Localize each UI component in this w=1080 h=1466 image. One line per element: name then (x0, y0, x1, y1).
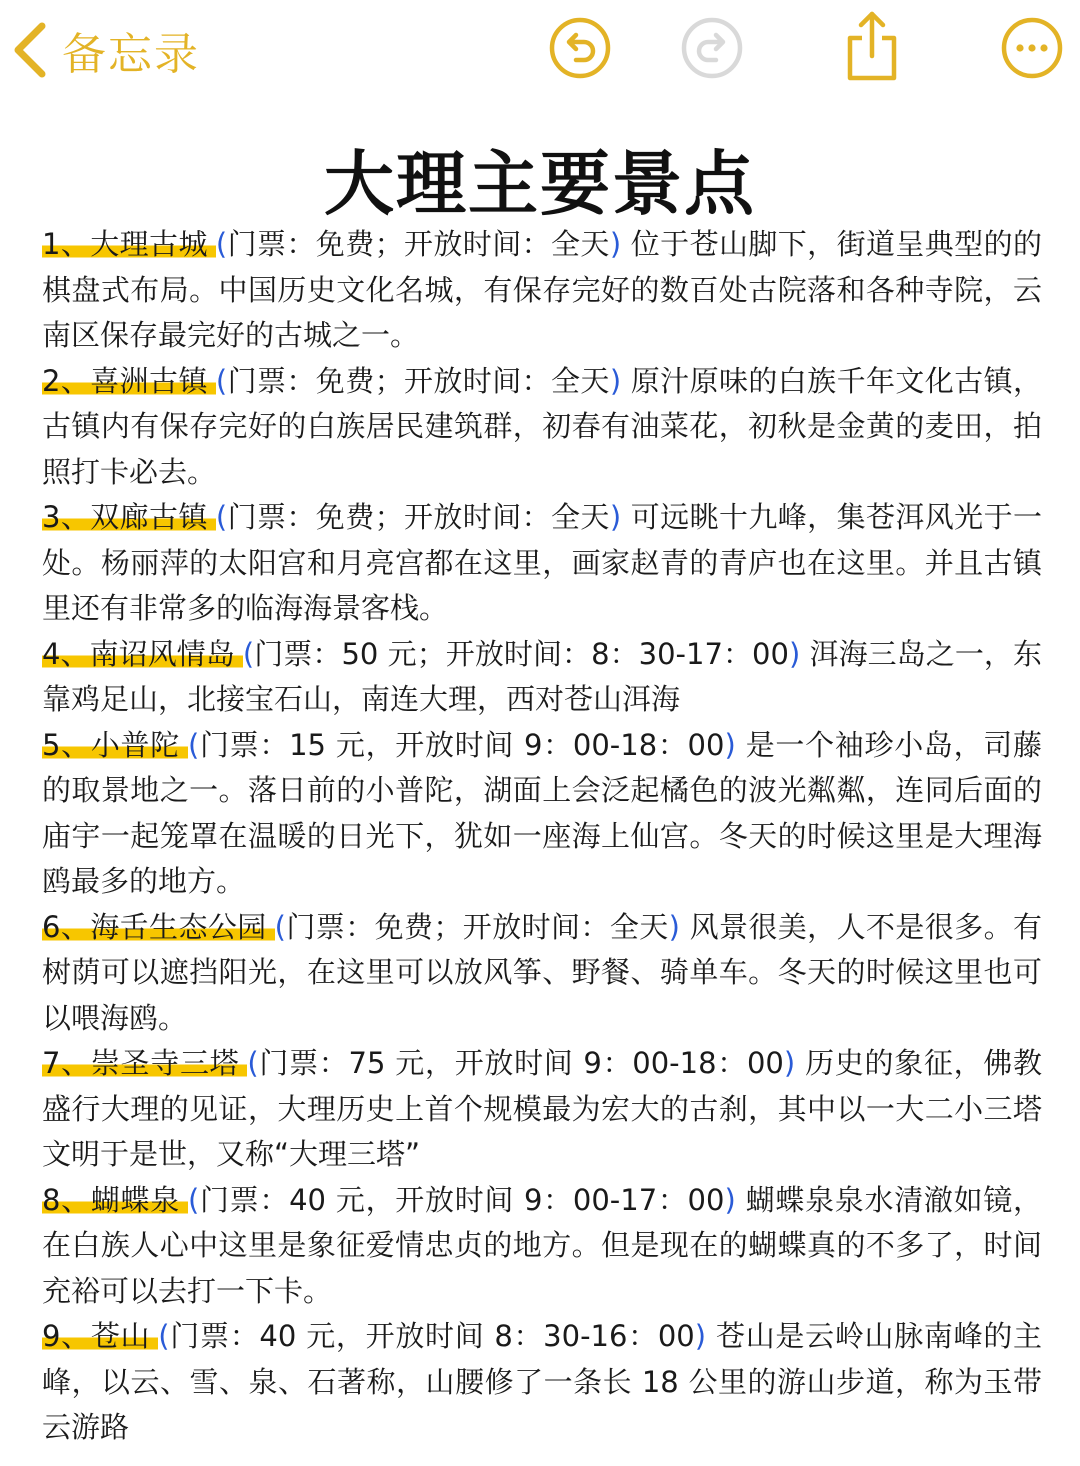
ticket-hours-info: 门票：40 元，开放时间 8：30-16：00 (169, 1319, 695, 1353)
ticket-hours-info: 门票：免费；开放时间：全天 (227, 227, 610, 261)
info-close-paren: ) (783, 1046, 796, 1080)
info-open-paren: ( (215, 500, 228, 534)
info-open-paren: ( (187, 727, 200, 762)
attraction-description: 蝴蝶泉泉水清澈如镜，在白族人心中这里是象征爱情忠贞的地方。但是现在的蝴蝶真的不多了，时间充裕可以去打一下卡。 (42, 1182, 1043, 1308)
attraction-description: 苍山是云岭山脉南峰的主峰，以云、雪、泉、石著称，山腰修了一条长 18 公里的游山步道，称为玉带云游路 (42, 1319, 1043, 1444)
info-open-paren: ( (274, 909, 286, 944)
info-open-paren: ( (242, 636, 255, 671)
attraction-name: 5、小普陀 (42, 728, 188, 762)
info-close-paren: ) (724, 1182, 736, 1217)
redo-button[interactable] (680, 16, 744, 80)
attraction-description: 原汁原味的白族千年文化古镇，古镇内有保存完好的白族居民建筑群，初春有油菜花，初秋是金黄的麦田，拍照打卡必去。 (42, 363, 1042, 489)
back-label: 备忘录 (62, 29, 200, 80)
share-button[interactable] (840, 8, 904, 84)
ticket-hours-info: 门票：75 元，开放时间 9：00-18：00 (258, 1046, 784, 1080)
attraction-name: 9、苍山 (42, 1319, 158, 1353)
share-icon (840, 8, 904, 84)
ticket-hours-info: 门票：15 元，开放时间 9：00-18：00 (199, 727, 725, 762)
attraction-name: 8、蝴蝶泉 (42, 1183, 188, 1217)
ticket-hours-info: 门票：免费；开放时间：全天 (227, 500, 610, 534)
attraction-entry (42, 723, 1042, 905)
attraction-description: 是一个袖珍小岛，司藤的取景地之一。落日前的小普陀，湖面上会泛起橘色的波光粼粼，连同后面的庙宇一起笼罩在温暖的日光下，犹如一座海上仙宫。冬天的时候这里是大理海鸥最多的地方。 (42, 727, 1043, 898)
attraction-entry (42, 1314, 1042, 1451)
info-open-paren: ( (247, 1046, 259, 1080)
attraction-name: 1、大理古城 (42, 227, 216, 261)
ticket-hours-info: 门票：免费；开放时间：全天 (286, 909, 669, 944)
back-button[interactable] (10, 14, 200, 86)
info-close-paren: ) (694, 1319, 707, 1353)
note-title: 大理主要景点 (324, 143, 756, 225)
attraction-entry (42, 359, 1042, 496)
attraction-description: 可远眺十九峰，集苍洱风光于一处。杨丽萍的太阳宫和月亮宫都在这里，画家赵青的青庐也在这里。并且古镇里还有非常多的临海海景客栈。 (42, 500, 1042, 625)
redo-icon (680, 16, 744, 80)
info-close-paren: ) (609, 363, 622, 398)
info-close-paren: ) (609, 227, 622, 261)
attraction-entry (42, 222, 1042, 359)
ticket-hours-info: 门票：免费；开放时间：全天 (227, 363, 610, 398)
info-close-paren: ) (668, 909, 680, 944)
attraction-name: 6、海舌生态公园 (42, 910, 275, 944)
attraction-description: 洱海三岛之一，东靠鸡足山，北接宝石山，南连大理，西对苍山洱海 (42, 636, 1042, 716)
attraction-description: 位于苍山脚下，街道呈典型的的棋盘式布局。中国历史文化名城，有保存完好的数百处古院落和各种寺院，云南区保存最完好的古城之一。 (42, 227, 1042, 352)
attraction-entry (42, 495, 1042, 632)
info-open-paren: ( (215, 227, 228, 261)
more-button[interactable] (1000, 16, 1064, 80)
toolbar (0, 0, 1080, 100)
attraction-name: 7、崇圣寺三塔 (42, 1046, 247, 1080)
chevron-left-icon (10, 22, 48, 78)
attraction-entry (42, 905, 1042, 1042)
attraction-description: 历史的象征，佛教盛行大理的见证，大理历史上首个规模最为宏大的古刹，其中以一大二小三塔文明于是世，又称“大理三塔” (42, 1046, 1043, 1171)
info-close-paren: ) (724, 727, 736, 762)
info-close-paren: ) (788, 636, 801, 671)
info-open-paren: ( (187, 1182, 200, 1217)
attraction-entry (42, 1178, 1042, 1315)
attraction-description: 风景很美，人不是很多。有树荫可以遮挡阳光，在这里可以放风筝、野餐、骑单车。冬天的时候这里也可以喂海鸥。 (42, 909, 1042, 1035)
attraction-name: 3、双廊古镇 (42, 500, 216, 534)
ticket-hours-info: 门票：50 元；开放时间：8：30-17：00 (254, 636, 789, 671)
undo-button[interactable] (548, 16, 612, 80)
attraction-name: 4、南诏风情岛 (42, 637, 243, 671)
undo-icon (548, 16, 612, 80)
info-close-paren: ) (609, 500, 622, 534)
attraction-entry (42, 632, 1042, 723)
info-open-paren: ( (158, 1319, 170, 1353)
more-icon (1000, 16, 1064, 80)
note-body[interactable] (42, 222, 1042, 1451)
attraction-entry (42, 1041, 1042, 1178)
attraction-name: 2、喜洲古镇 (42, 364, 216, 398)
info-open-paren: ( (215, 363, 228, 398)
ticket-hours-info: 门票：40 元，开放时间 9：00-17：00 (199, 1182, 725, 1217)
